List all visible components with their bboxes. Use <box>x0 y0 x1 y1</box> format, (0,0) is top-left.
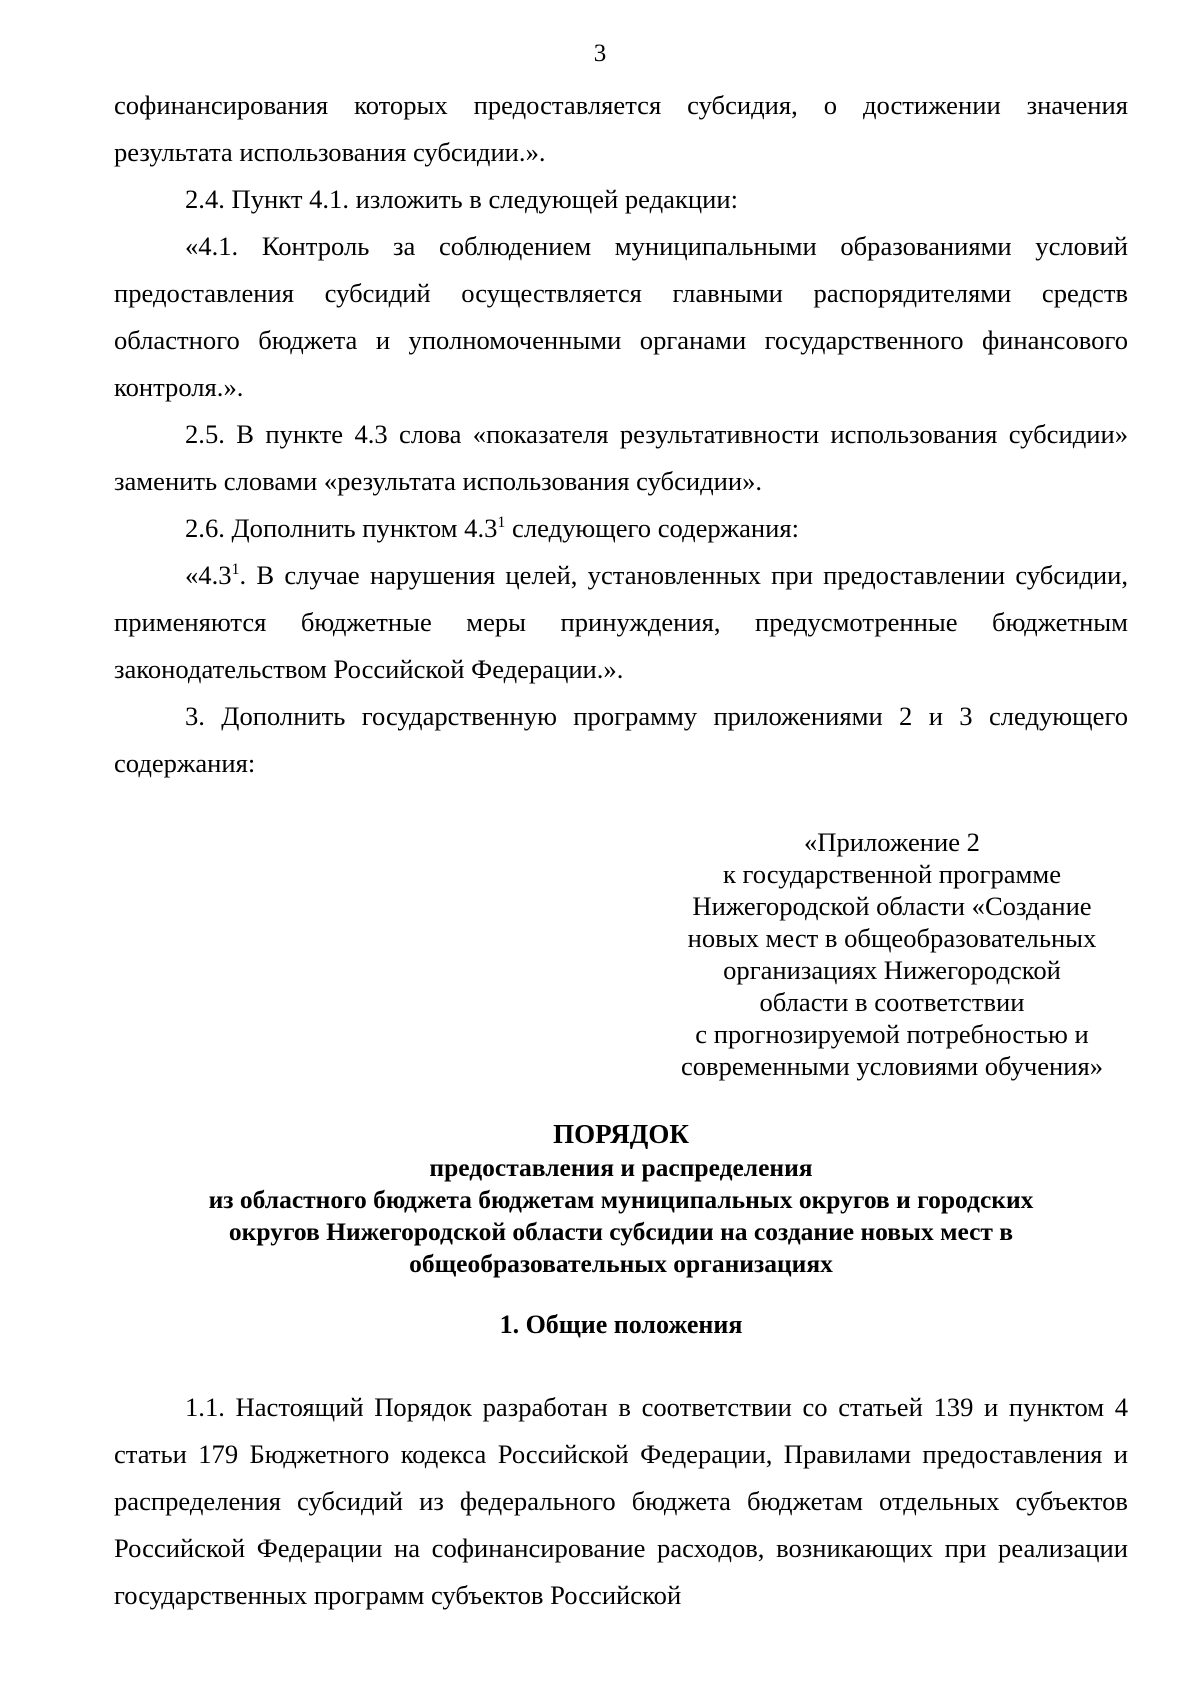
title-line: округов Нижегородской области субсидии на создание новых мест в <box>228 1217 1014 1246</box>
title-line: из областного бюджета бюджетам муниципальных округов и городских <box>208 1185 1034 1214</box>
appendix-heading <box>663 826 1121 1082</box>
paragraph: «4.1. Контроль за соблюдением муниципальными образованиями условий предоставления субсидий осуществляется главными распорядителями средств областного бюджета и уполномоченными органами государственного финансового контроля.». <box>114 231 1128 402</box>
appendix-line: современными условиями обучения» <box>680 1051 1104 1081</box>
appendix-line: «Приложение 2 <box>804 827 980 857</box>
paragraph: 2.5. В пункте 4.3 слова «показателя результативности использования субсидии» заменить словами «результата использования субсидии». <box>114 419 1128 496</box>
paragraph-3: 3. Дополнить государственную программу приложениями 2 и 3 следующего содержания: <box>114 701 1128 778</box>
section-heading: 1. Общие положения <box>499 1310 743 1339</box>
body-text-top <box>114 82 1128 787</box>
appendix-line: Нижегородской области «Создание <box>692 891 1092 921</box>
appendix-line: к государственной программе <box>722 859 1062 889</box>
appendix-line: организациях Нижегородской <box>723 955 1061 985</box>
paragraph-1-1: 1.1. Настоящий Порядок разработан в соответствии со статьей 139 и пунктом 4 статьи 179 Бюджетного кодекса Российской Федерации, Правилами предоставления и распределения субсидий из федерального бюджета бюджетам отдельных субъектов Российской Федерации на софинансирование расходов, возникающих при реализации государственных программ субъектов Российской <box>114 1392 1128 1610</box>
body-text-bottom <box>114 1384 1128 1619</box>
paragraph: софинансирования которых предоставляется субсидия, о достижении значения результата использования субсидии.». <box>114 90 1128 167</box>
appendix-line: с прогнозируемой потребностью и <box>695 1019 1089 1049</box>
superscript: 1 <box>497 514 506 532</box>
title-main: ПОРЯДОК <box>553 1119 689 1149</box>
appendix-line: новых мест в общеобразовательных <box>687 923 1097 953</box>
page-number: 3 <box>593 40 607 67</box>
paragraph-4-3-1: «$4.3^1$. В случае нарушения целей, установленных при предоставлении субсидии, применяются бюджетные меры принуждения, предусмотренные бюджетным законодательством Российской Федерации.». <box>114 560 1128 684</box>
paragraph-2-6: 2.6. Дополнить пунктом $4.3^1$ следующего содержания: <box>185 513 799 543</box>
appendix-line: области в соответствии <box>759 987 1025 1017</box>
superscript: 1 <box>231 561 240 579</box>
title-line: общеобразовательных организациях <box>409 1249 833 1278</box>
document-title <box>114 1116 1128 1280</box>
title-line: предоставления и распределения <box>429 1153 813 1182</box>
paragraph: 2.4. Пункт 4.1. изложить в следующей редакции: <box>185 184 738 214</box>
